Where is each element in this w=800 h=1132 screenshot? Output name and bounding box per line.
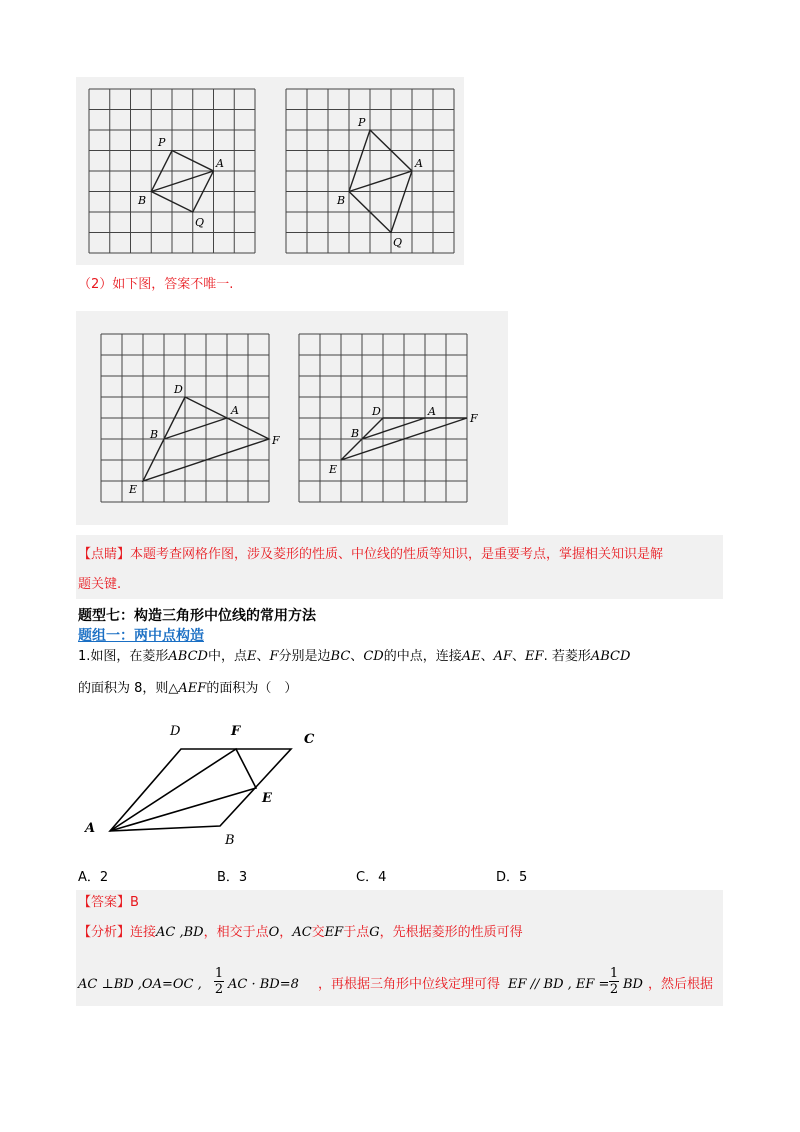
- label-a-mid-left: A: [231, 404, 239, 417]
- fraction-1: [214, 966, 224, 998]
- comment-text1: 本题考查网格作图，涉及菱形的性质、中位线的性质等知识，是重要考点，掌握相关知识是解: [130, 547, 664, 562]
- q-text: 的面积为 8，则: [78, 681, 169, 696]
- option-c[interactable]: C．4: [356, 870, 387, 885]
- section-title: 题型七：构造三角形中位线的常用方法: [78, 608, 316, 624]
- shape-left-top: [151, 151, 213, 213]
- fraction-denominator: 2: [609, 982, 619, 997]
- comment-box: [76, 535, 723, 599]
- q-math: EF: [525, 649, 544, 664]
- q-math: AE: [461, 649, 481, 664]
- grid-left-mid: [101, 334, 269, 502]
- rhombus-label-f: F: [231, 724, 241, 739]
- analysis-math: BD: [623, 977, 643, 992]
- q-math: F: [269, 649, 279, 664]
- shape-right-top: [349, 130, 412, 233]
- analysis-text: 连接: [130, 925, 157, 940]
- grid-right-top: [286, 89, 454, 253]
- analysis-math: G: [369, 925, 380, 940]
- analysis-math: EF: [324, 925, 344, 940]
- rhombus-label-c: C: [304, 732, 315, 747]
- analysis-text: ，先根据菱形的性质可得: [379, 925, 523, 940]
- analysis-text: ，相交于点: [203, 925, 269, 940]
- analysis-math: O: [268, 925, 280, 940]
- analysis-math: AC: [292, 925, 312, 940]
- comment-tag: 【点睛】: [78, 547, 131, 562]
- analysis-line1: [78, 924, 523, 942]
- q-math: AF: [493, 649, 513, 664]
- label-f-mid-left: F: [272, 434, 280, 447]
- analysis-math: AC ,BD: [156, 925, 204, 940]
- label-e-mid-left: E: [129, 483, 138, 496]
- question-line1: [78, 648, 630, 666]
- label-p-left: P: [158, 136, 166, 149]
- rhombus-label-d: D: [170, 724, 181, 739]
- fraction-2: [609, 966, 619, 998]
- grid-left-top: [89, 89, 255, 253]
- q-math: CD: [363, 649, 384, 664]
- label-a-left: A: [216, 157, 224, 170]
- label-d-mid-right: D: [372, 405, 381, 418]
- q-math: E: [246, 649, 257, 664]
- label-q-left: Q: [195, 216, 205, 229]
- analysis-text: ，然后根据: [648, 977, 714, 992]
- answer-tag: 【答案】: [78, 895, 131, 910]
- label-b-mid-right: B: [351, 427, 360, 440]
- q-text: 分别是边: [278, 649, 331, 664]
- label-q-right: Q: [393, 236, 403, 249]
- analysis-text: 交: [311, 925, 325, 940]
- q-text: 、: [256, 649, 270, 664]
- option-b[interactable]: B．3: [217, 870, 248, 885]
- label-p-right: P: [358, 116, 366, 129]
- option-a[interactable]: A．2: [78, 870, 109, 885]
- figure-mid-grids: [76, 311, 510, 527]
- analysis-tag: 【分析】: [78, 925, 131, 940]
- rhombus-figure: [80, 720, 340, 855]
- q-text: . 若菱形: [543, 649, 591, 664]
- q-text: 、: [350, 649, 364, 664]
- rhombus-label-b: B: [225, 833, 235, 848]
- rhombus-label-a: A: [85, 821, 96, 836]
- q-text: 的中点，连接: [383, 649, 462, 664]
- q-math: ABCD: [168, 649, 208, 664]
- label-a-right: A: [415, 157, 423, 170]
- label-f-mid-right: F: [470, 412, 478, 425]
- answer-value: B: [130, 895, 139, 910]
- fraction-numerator: 1: [214, 966, 224, 981]
- q-math: ABCD: [590, 649, 631, 664]
- group-title: 题组一：两中点构造: [78, 628, 204, 644]
- figure-top-grids: [76, 77, 466, 267]
- answer-line: [78, 894, 139, 912]
- fraction-numerator: 1: [609, 966, 619, 981]
- q-text: 的面积为（ ）: [206, 681, 298, 696]
- part2-text: （2）如下图，答案不唯一.: [78, 277, 234, 292]
- analysis-text: ，: [279, 925, 293, 940]
- analysis-text: 于点: [343, 925, 370, 940]
- label-b-mid-left: B: [150, 428, 159, 441]
- q-text: 、: [480, 649, 494, 664]
- option-d[interactable]: D．5: [496, 870, 528, 885]
- comment-line1: [78, 546, 663, 564]
- q-math: △AEF: [168, 681, 207, 696]
- q-text: 1.如图，在菱形: [78, 649, 169, 664]
- label-b-right: B: [337, 194, 346, 207]
- rhombus-label-e: E: [262, 791, 272, 806]
- q-text: 中，点: [207, 649, 247, 664]
- analysis-text: ，再根据三角形中位线定理可得: [318, 977, 501, 992]
- analysis-math: EF // BD , EF =: [508, 977, 610, 992]
- question-line2: [78, 680, 297, 698]
- label-a-mid-right: A: [428, 405, 436, 418]
- fraction-denominator: 2: [214, 982, 224, 997]
- q-text: 、: [512, 649, 526, 664]
- analysis-math: AC · BD=8: [228, 977, 299, 992]
- q-math: BC: [330, 649, 351, 664]
- analysis-math: AC ⊥BD ,OA=OC ,: [78, 977, 202, 992]
- label-d-mid-left: D: [174, 383, 183, 396]
- comment-line2: 题关键.: [78, 577, 122, 592]
- label-b-left: B: [138, 194, 147, 207]
- label-e-mid-right: E: [329, 463, 338, 476]
